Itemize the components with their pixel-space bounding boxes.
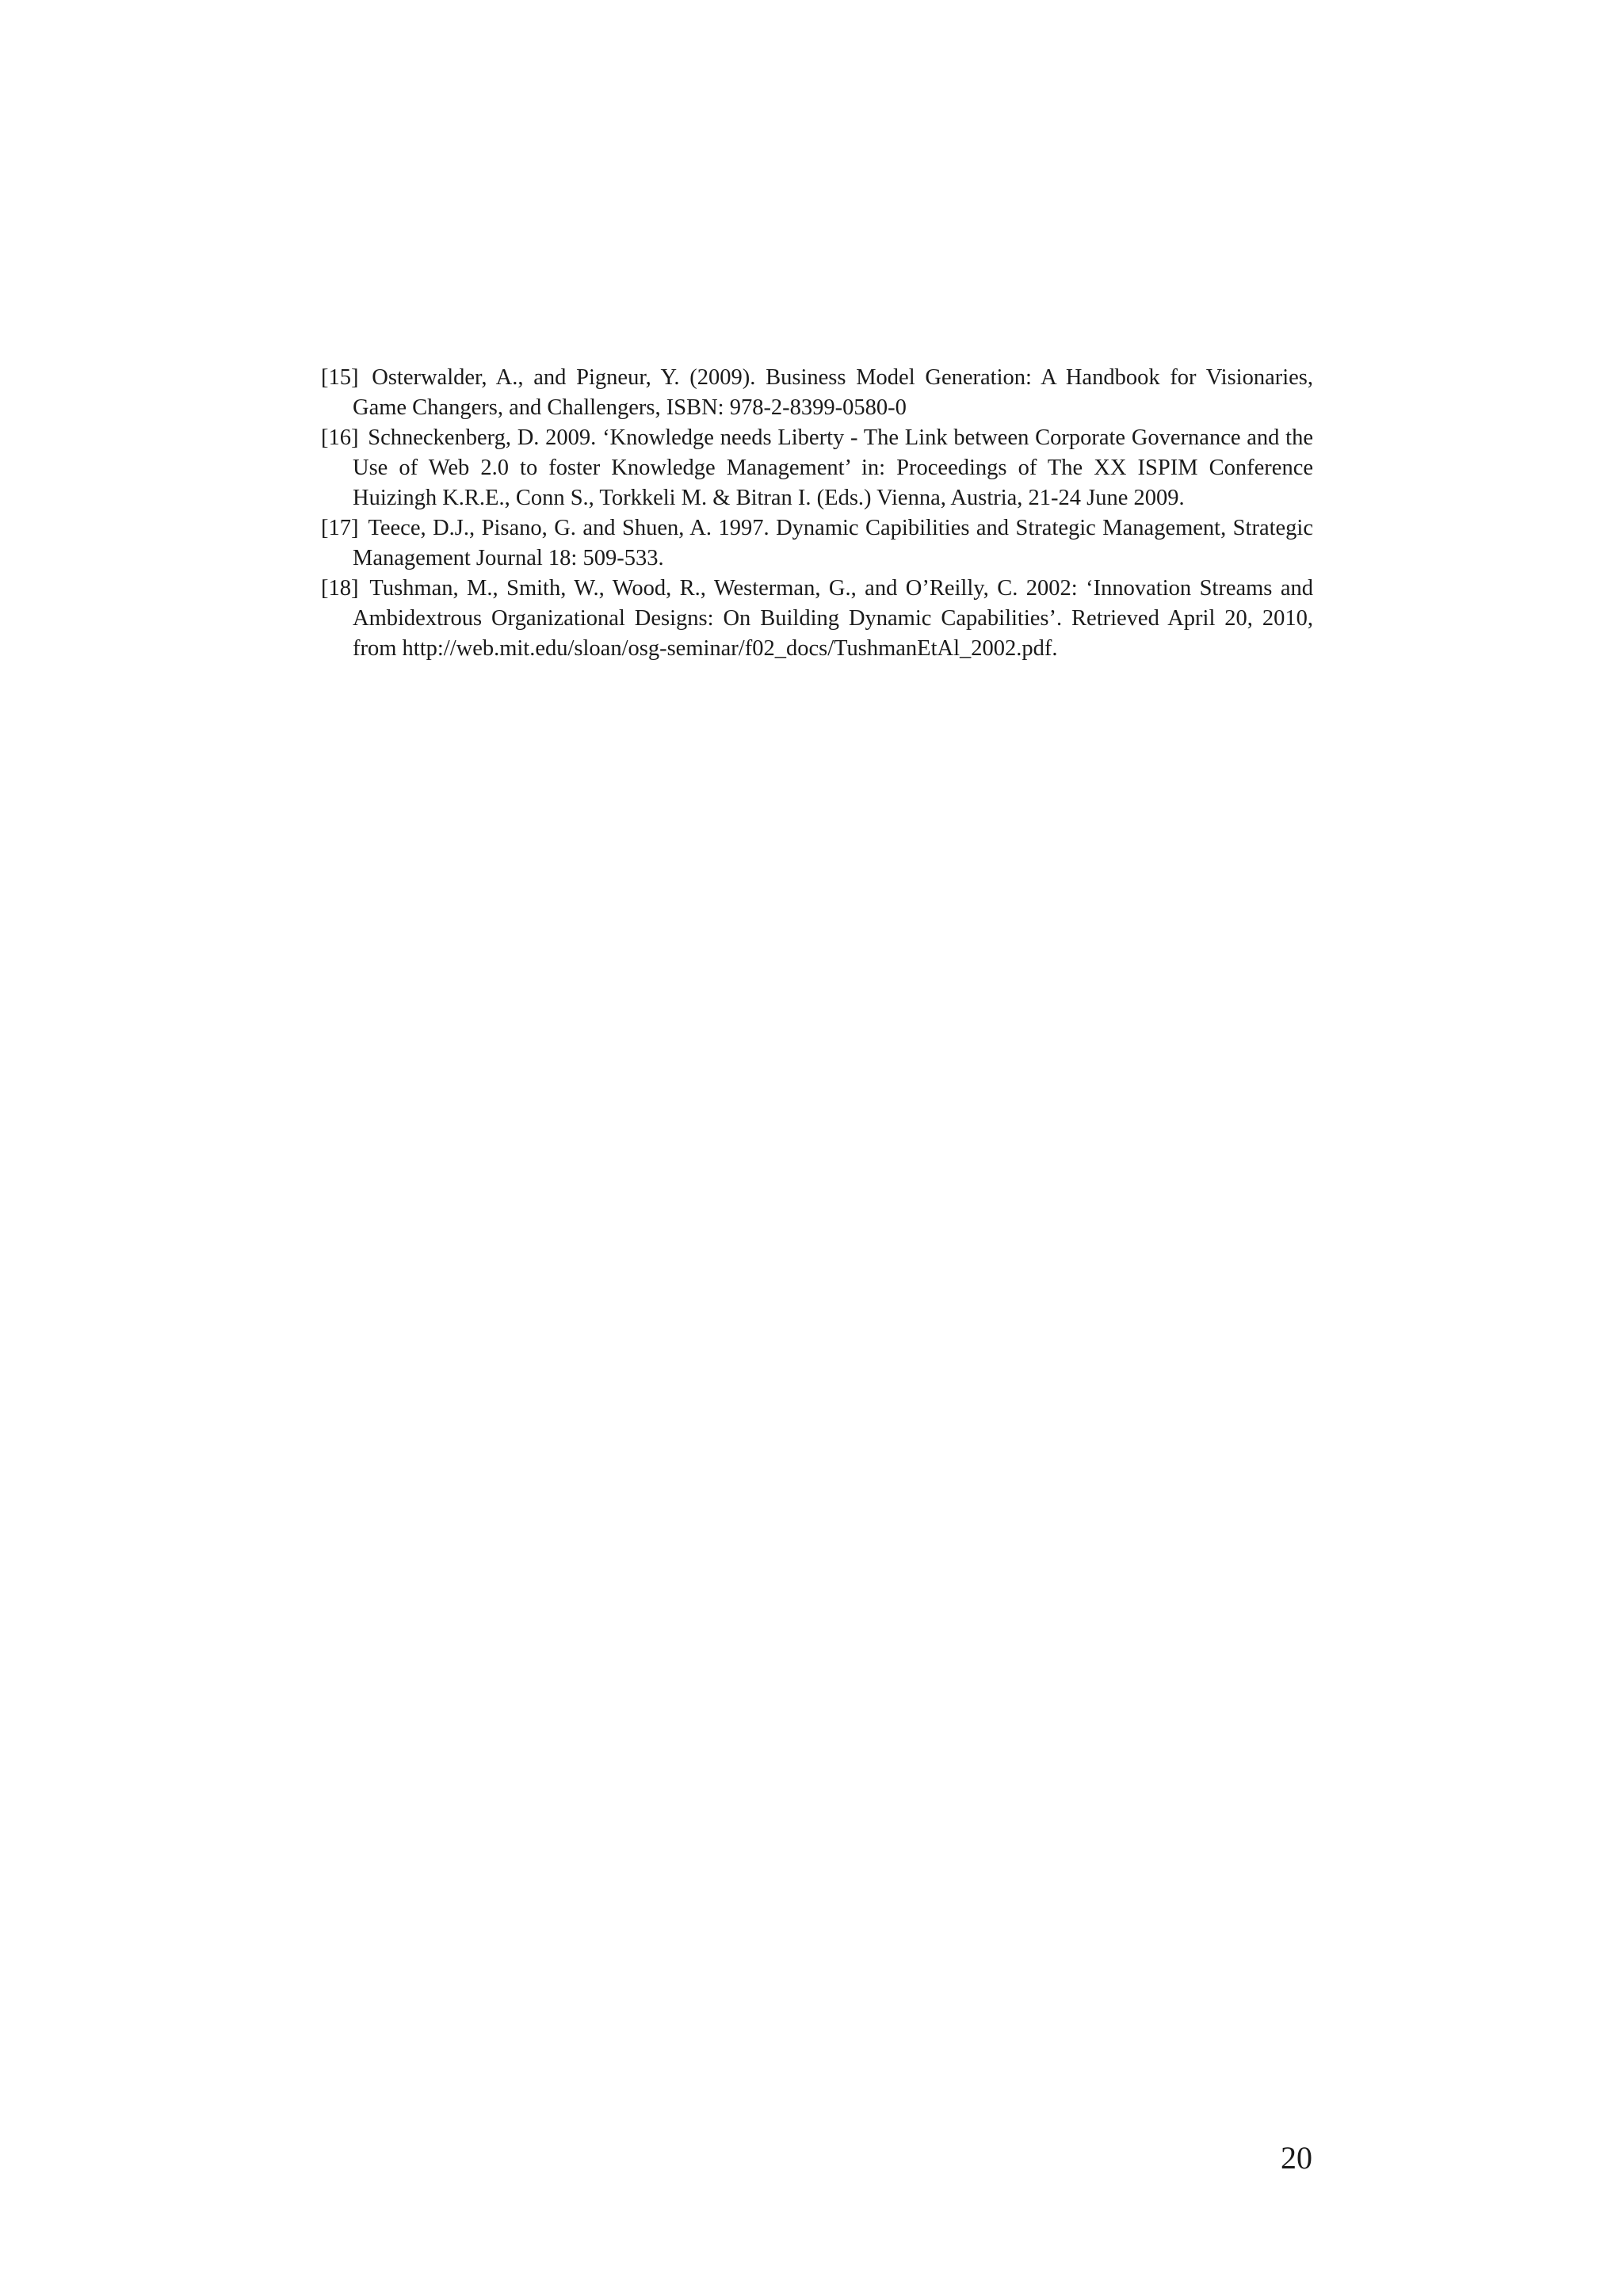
reference-text: Tushman, M., Smith, W., Wood, R., Westerman, G., and O’Reilly, C. 2002: ‘Innovation Streams and Ambidextrous Organizational Designs: On Building Dynamic Capabilities’. Retrieved April 20, 2010, from http://web.mit.edu/sloan/osg-seminar/f02_docs/TushmanEtAl_2002.pdf. <box>353 576 1313 661</box>
page-number: 20 <box>1281 2140 1312 2176</box>
reference-item <box>321 363 1313 423</box>
reference-item <box>321 423 1313 513</box>
reference-text: Osterwalder, A., and Pigneur, Y. (2009). Business Model Generation: A Handbook for Visionaries, Game Changers, and Challengers, ISBN: 978-2-8399-0580-0 <box>353 365 1314 420</box>
reference-text: Schneckenberg, D. 2009. ‘Knowledge needs Liberty - The Link between Corporate Governance and the Use of Web 2.0 to foster Knowledge Management’ in: Proceedings of The XX ISPIM Conference Huizingh K.R.E., Conn S., Torkkeli M. & Bitran I. (Eds.) Vienna, Austria, 21-24 June 2009. <box>353 425 1313 510</box>
reference-number: [18] <box>321 576 359 601</box>
reference-item <box>321 574 1313 664</box>
reference-item <box>321 513 1313 574</box>
reference-number: [16] <box>321 425 359 450</box>
reference-number: [17] <box>321 516 359 540</box>
reference-list <box>321 363 1313 664</box>
reference-text: Teece, D.J., Pisano, G. and Shuen, A. 1997. Dynamic Capibilities and Strategic Management, Strategic Management Journal 18: 509-533. <box>353 516 1313 570</box>
reference-number: [15] <box>321 365 359 390</box>
